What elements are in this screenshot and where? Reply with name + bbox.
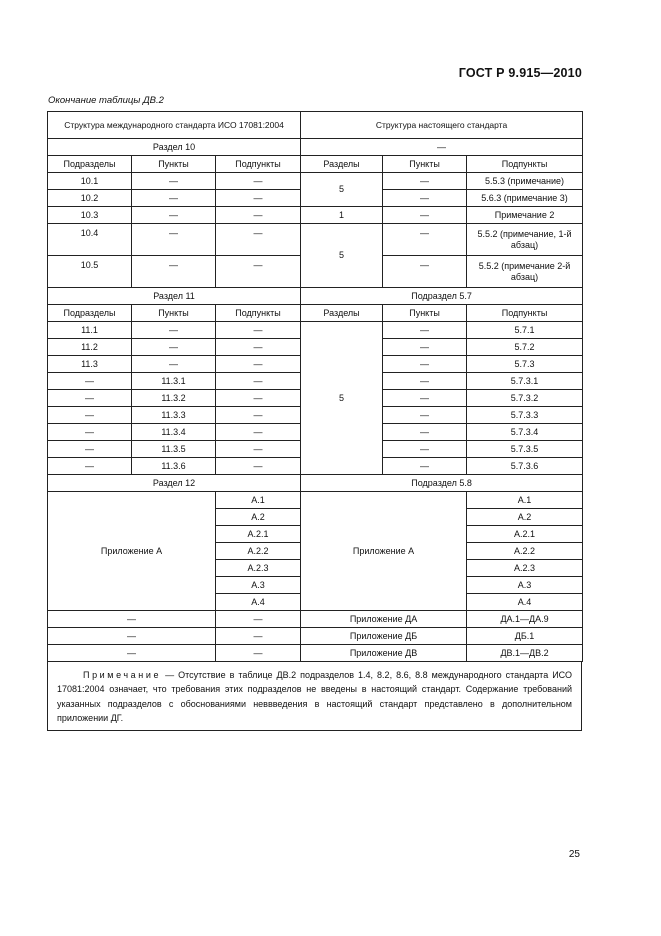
section-title-left: Раздел 12 (48, 475, 301, 492)
cell: — (383, 322, 467, 339)
cell: — (216, 645, 301, 662)
section-title-right: Подраздел 5.7 (301, 288, 583, 305)
col-header: Разделы (301, 156, 383, 173)
cell: 5.5.3 (примечание) (467, 173, 583, 190)
table-row (48, 492, 583, 509)
table-row (48, 645, 583, 662)
cell: — (48, 645, 216, 662)
cell: — (216, 373, 301, 390)
cell: — (383, 339, 467, 356)
cell: А.4 (216, 594, 301, 611)
table-row (48, 173, 583, 190)
cell: — (132, 207, 216, 224)
cell: 1 (301, 207, 383, 224)
table-row (48, 628, 583, 645)
cell: — (383, 224, 467, 256)
col-header: Пункты (132, 156, 216, 173)
cell: — (383, 173, 467, 190)
cell: — (216, 441, 301, 458)
cell: А.2 (467, 509, 583, 526)
cell: 5.7.1 (467, 322, 583, 339)
table-note (47, 662, 582, 731)
cell: — (383, 207, 467, 224)
cell: — (132, 190, 216, 207)
column-header-row (48, 156, 583, 173)
cell: 11.3.3 (132, 407, 216, 424)
cell-merged: 5 (301, 224, 383, 288)
col-header: Подпункты (467, 305, 583, 322)
cell: А.4 (467, 594, 583, 611)
cell: — (383, 390, 467, 407)
table-grid (47, 111, 583, 662)
page-number: 25 (568, 849, 580, 860)
section-title-right: — (301, 139, 583, 156)
col-header: Подпункты (216, 156, 301, 173)
cell: 5.7.3.1 (467, 373, 583, 390)
section-title-right: Подраздел 5.8 (301, 475, 583, 492)
section-title-row (48, 288, 583, 305)
cell: — (132, 224, 216, 256)
cell: А.2.1 (467, 526, 583, 543)
col-header: Разделы (301, 305, 383, 322)
cell: — (383, 458, 467, 475)
cell: — (216, 173, 301, 190)
col-header: Подпункты (216, 305, 301, 322)
cell: — (48, 390, 132, 407)
cell: 11.3.5 (132, 441, 216, 458)
cell: — (216, 390, 301, 407)
note-text: — Отсутствие в таблице ДВ.2 подразделов 1.4, 8.2, 8.6, 8.8 международного стандарта ИСО 17081:2004 означает, что требования этих подразделов не введены в настоящий стандарт. Содержание требований указанных подразделов с обоснованиями неввведения в настоящий стандарт представлено в дополнительном приложении ДГ. (57, 670, 572, 723)
cell: — (48, 407, 132, 424)
cell: — (132, 322, 216, 339)
cell: — (132, 173, 216, 190)
section-title-row (48, 139, 583, 156)
cell: — (383, 356, 467, 373)
cell: 5.5.2 (примечание 2-й абзац) (467, 256, 583, 288)
cell: 11.3 (48, 356, 132, 373)
col-header: Подпункты (467, 156, 583, 173)
cell: 11.3.6 (132, 458, 216, 475)
cell: А.3 (467, 577, 583, 594)
cell: Примечание 2 (467, 207, 583, 224)
cell: А.1 (467, 492, 583, 509)
cell: — (216, 256, 301, 288)
cell: — (48, 373, 132, 390)
cell: А.3 (216, 577, 301, 594)
cell: — (216, 207, 301, 224)
cell: — (48, 628, 216, 645)
col-header: Пункты (383, 305, 467, 322)
cell: — (48, 611, 216, 628)
cell: 5.6.3 (примечание 3) (467, 190, 583, 207)
cell: 5.5.2 (примечание, 1-й абзац) (467, 224, 583, 256)
cell: — (132, 339, 216, 356)
col-header: Подразделы (48, 305, 132, 322)
cell: — (216, 356, 301, 373)
table-row (48, 611, 583, 628)
cell: — (48, 424, 132, 441)
table-row (48, 224, 583, 256)
cell: — (132, 356, 216, 373)
standard-number: ГОСТ Р 9.915—2010 (458, 66, 582, 80)
cell: 11.1 (48, 322, 132, 339)
cell: Приложение ДВ (301, 645, 467, 662)
cell: ДВ.1—ДВ.2 (467, 645, 583, 662)
cell: — (383, 373, 467, 390)
cell: А.2.2 (467, 543, 583, 560)
cell: — (216, 190, 301, 207)
cell: 10.2 (48, 190, 132, 207)
cell: 5.7.2 (467, 339, 583, 356)
cell: 10.3 (48, 207, 132, 224)
cell: 11.3.4 (132, 424, 216, 441)
cell: — (216, 339, 301, 356)
header-left: Структура международного стандарта ИСО 17081:2004 (48, 112, 301, 139)
cell: А.2.3 (467, 560, 583, 577)
cell: А.1 (216, 492, 301, 509)
cell: — (216, 458, 301, 475)
cell: — (48, 458, 132, 475)
cell: Приложение ДБ (301, 628, 467, 645)
cell: А.2.1 (216, 526, 301, 543)
col-header: Пункты (383, 156, 467, 173)
header-right: Структура настоящего стандарта (301, 112, 583, 139)
note-label: Примечание (83, 670, 162, 680)
cell-merged: 5 (301, 322, 383, 475)
cell: ДА.1—ДА.9 (467, 611, 583, 628)
cell: 5.7.3.5 (467, 441, 583, 458)
cell: 10.4 (48, 224, 132, 256)
cell: — (383, 256, 467, 288)
cell: 5.7.3.4 (467, 424, 583, 441)
cell: 5.7.3 (467, 356, 583, 373)
cell: Приложение ДА (301, 611, 467, 628)
cell: — (383, 424, 467, 441)
cell: А.2.2 (216, 543, 301, 560)
cell: 5.7.3.6 (467, 458, 583, 475)
col-header: Пункты (132, 305, 216, 322)
cell-merged: Приложение А (48, 492, 216, 611)
cell: 11.3.1 (132, 373, 216, 390)
section-title-left: Раздел 10 (48, 139, 301, 156)
table-row (48, 322, 583, 339)
header-row (48, 112, 583, 139)
cell: — (132, 256, 216, 288)
column-header-row (48, 305, 583, 322)
cell: — (48, 441, 132, 458)
cell-merged: Приложение А (301, 492, 467, 611)
section-title-left: Раздел 11 (48, 288, 301, 305)
cell: — (216, 611, 301, 628)
cell: — (383, 407, 467, 424)
correspondence-table (47, 111, 582, 731)
cell-merged: 5 (301, 173, 383, 207)
table-caption: Окончание таблицы ДВ.2 (48, 95, 164, 106)
cell: — (383, 190, 467, 207)
cell: А.2.3 (216, 560, 301, 577)
cell: 11.3.2 (132, 390, 216, 407)
cell: 11.2 (48, 339, 132, 356)
cell: — (216, 407, 301, 424)
col-header: Подразделы (48, 156, 132, 173)
cell: ДБ.1 (467, 628, 583, 645)
cell: 10.1 (48, 173, 132, 190)
cell: — (383, 441, 467, 458)
cell: 5.7.3.3 (467, 407, 583, 424)
cell: — (216, 322, 301, 339)
section-title-row (48, 475, 583, 492)
cell: — (216, 424, 301, 441)
cell: А.2 (216, 509, 301, 526)
cell: — (216, 224, 301, 256)
cell: 5.7.3.2 (467, 390, 583, 407)
cell: 10.5 (48, 256, 132, 288)
table-row (48, 207, 583, 224)
cell: — (216, 628, 301, 645)
